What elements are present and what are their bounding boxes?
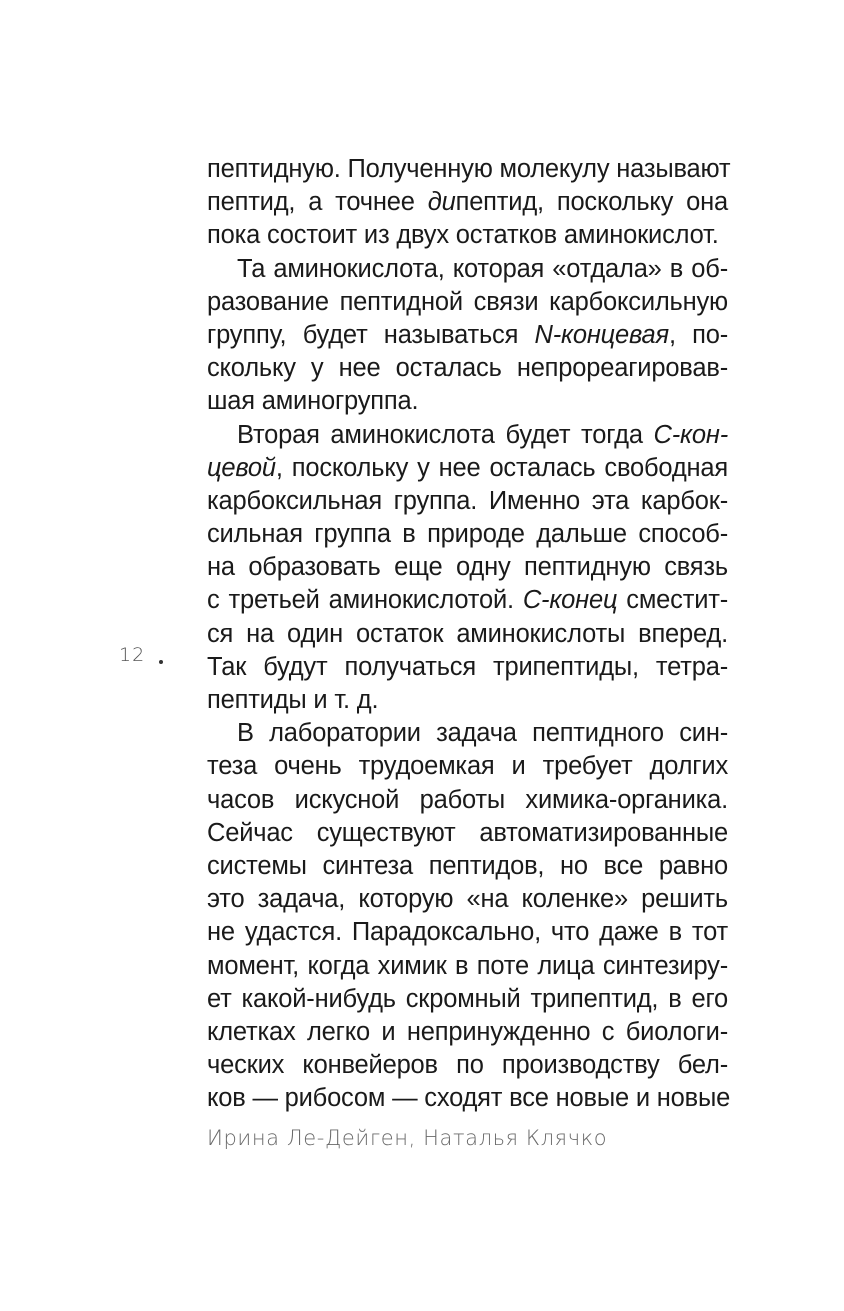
text-line: ческих конвейеров по производству бел- xyxy=(207,1051,728,1080)
text-fragment: Вторая аминокислота будет тогда xyxy=(237,420,654,449)
text-line: не удастся. Парадоксально, что даже в тот xyxy=(207,918,728,947)
text-line: клетках легко и непринужденно с биологи- xyxy=(207,1017,728,1046)
text-fragment: пептид, а точнее xyxy=(207,188,428,217)
text-line: на образовать еще одну пептидную связь xyxy=(207,553,728,582)
italic-term: N-концевая xyxy=(534,320,669,349)
text-line: шая аминогруппа. xyxy=(207,387,419,416)
text-line: ся на один остаток аминокислоты вперед. xyxy=(207,619,728,648)
text-line: пока состоит из двух остатков аминокислот. xyxy=(207,221,719,250)
italic-term: ди xyxy=(427,188,456,217)
text-line: сильная группа в природе дальше способ- xyxy=(207,520,728,549)
italic-term: С-кон- xyxy=(653,420,728,449)
text-line: системы синтеза пептидов, но все равно xyxy=(207,851,728,880)
italic-term: С-конец xyxy=(522,586,618,615)
text-line: Та аминокислота, которая «отдала» в об- xyxy=(237,254,728,283)
text-fragment: группу, будет называться xyxy=(207,320,535,349)
text-fragment: , поскольку у нее осталась свободная xyxy=(275,453,728,482)
body-text xyxy=(207,153,731,1115)
text-line xyxy=(207,419,728,452)
text-line: Так будут получаться трипептиды, тетра- xyxy=(207,652,728,681)
text-fragment: , по- xyxy=(668,320,728,349)
text-line: карбоксильная группа. Именно эта карбок- xyxy=(207,486,728,515)
page-number-dot xyxy=(159,660,163,664)
text-line: скольку у нее осталась непрореагировав- xyxy=(207,354,728,383)
italic-term: цевой xyxy=(207,453,276,482)
text-line: ков — рибосом — сходят все новые и новые xyxy=(207,1084,731,1113)
text-line: пептидную. Полученную молекулу называют xyxy=(207,155,731,183)
running-footer-authors: Ирина Ле-Дейген, Наталья Клячко xyxy=(207,1126,608,1150)
text-line: это задача, которую «на коленке» решить xyxy=(207,885,728,914)
text-fragment: сместит- xyxy=(617,586,729,615)
page-number: 12 xyxy=(119,644,146,666)
text-line: ет какой-нибудь скромный трипептид, в его xyxy=(207,984,728,1013)
text-line: теза очень трудоемкая и требует долгих xyxy=(207,752,728,781)
text-line xyxy=(207,584,728,617)
text-line: разование пептидной связи карбоксильную xyxy=(207,287,728,316)
text-fragment: с третьей аминокислотой. xyxy=(207,586,523,615)
text-line: пептиды и т. д. xyxy=(207,686,379,714)
text-line xyxy=(207,186,728,219)
text-line: момент, когда химик в поте лица синтезиру- xyxy=(207,951,728,980)
text-line: Сейчас существуют автоматизированные xyxy=(207,818,728,847)
text-line: В лаборатории задача пептидного син- xyxy=(237,719,728,748)
text-line: часов искусной работы химика-органика. xyxy=(207,785,728,814)
text-fragment: пептид, поскольку она xyxy=(455,188,729,217)
text-line xyxy=(207,319,728,352)
text-line xyxy=(207,452,728,485)
